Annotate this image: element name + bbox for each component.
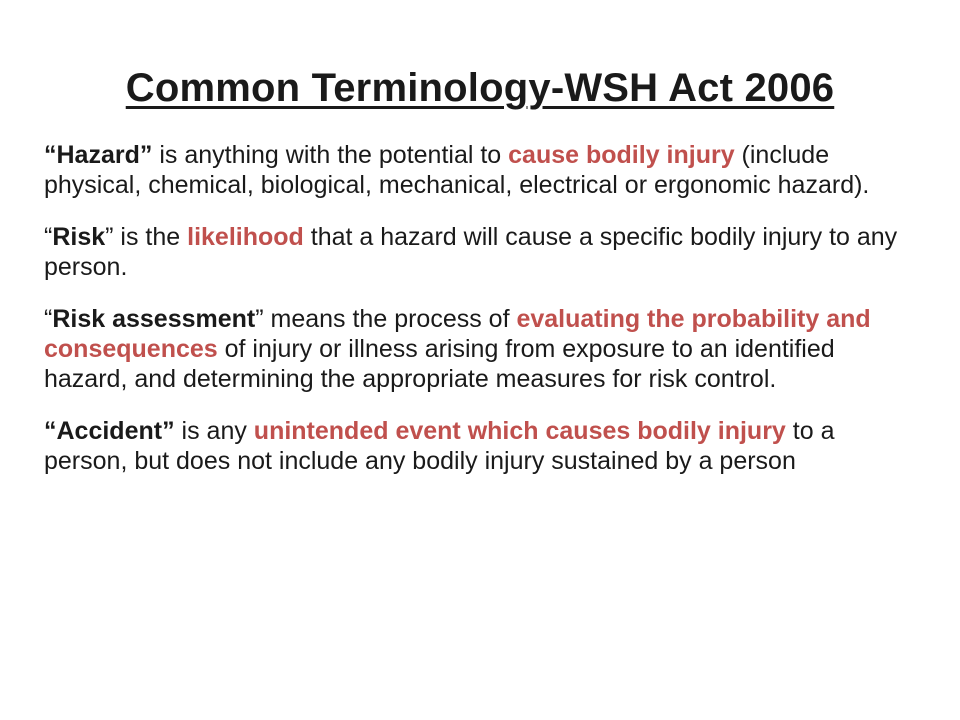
definition-risk-assessment [44, 304, 924, 394]
highlight-phrase: unintended event which causes bodily injury [253, 417, 786, 445]
term-close-quote: ” [255, 305, 264, 333]
term-open-quote: “ [44, 141, 57, 169]
definition-text: to a person, but does not include any bodily injury sustained by a person [44, 417, 835, 475]
definitions-body [44, 140, 924, 498]
definition-text: means the process of [263, 305, 517, 333]
term-accident: Accident [56, 417, 163, 445]
highlight-phrase: evaluating the probability and consequences [44, 305, 871, 363]
definition-text: of injury or illness arising from exposure to an identified hazard, and determining the appropriate measures for risk control. [44, 335, 835, 393]
definition-hazard [44, 140, 924, 200]
term-close-quote: ” [162, 417, 175, 445]
term-open-quote: “ [44, 305, 53, 333]
term-close-quote: ” [139, 141, 153, 169]
term-risk: Risk [52, 223, 106, 251]
term-hazard: Hazard [56, 141, 140, 169]
definition-text: is any [174, 417, 254, 445]
term-close-quote: ” [105, 223, 114, 251]
definition-risk [44, 222, 924, 282]
highlight-phrase: cause bodily injury [508, 141, 735, 169]
highlight-phrase: likelihood [187, 223, 304, 251]
term-open-quote: “ [44, 223, 53, 251]
definition-text: (include physical, chemical, biological, mechanical, electrical or ergonomic hazard). [44, 141, 870, 199]
definition-text: is the [113, 223, 188, 251]
definition-text: that a hazard will cause a specific bodily injury to any person. [44, 223, 898, 281]
definition-text: is anything with the potential to [152, 141, 509, 169]
definition-accident [44, 416, 924, 476]
term-risk-assessment: Risk assessment [52, 305, 256, 333]
slide-title: Common Terminology-WSH Act 2006 [125, 66, 835, 110]
term-open-quote: “ [44, 417, 57, 445]
